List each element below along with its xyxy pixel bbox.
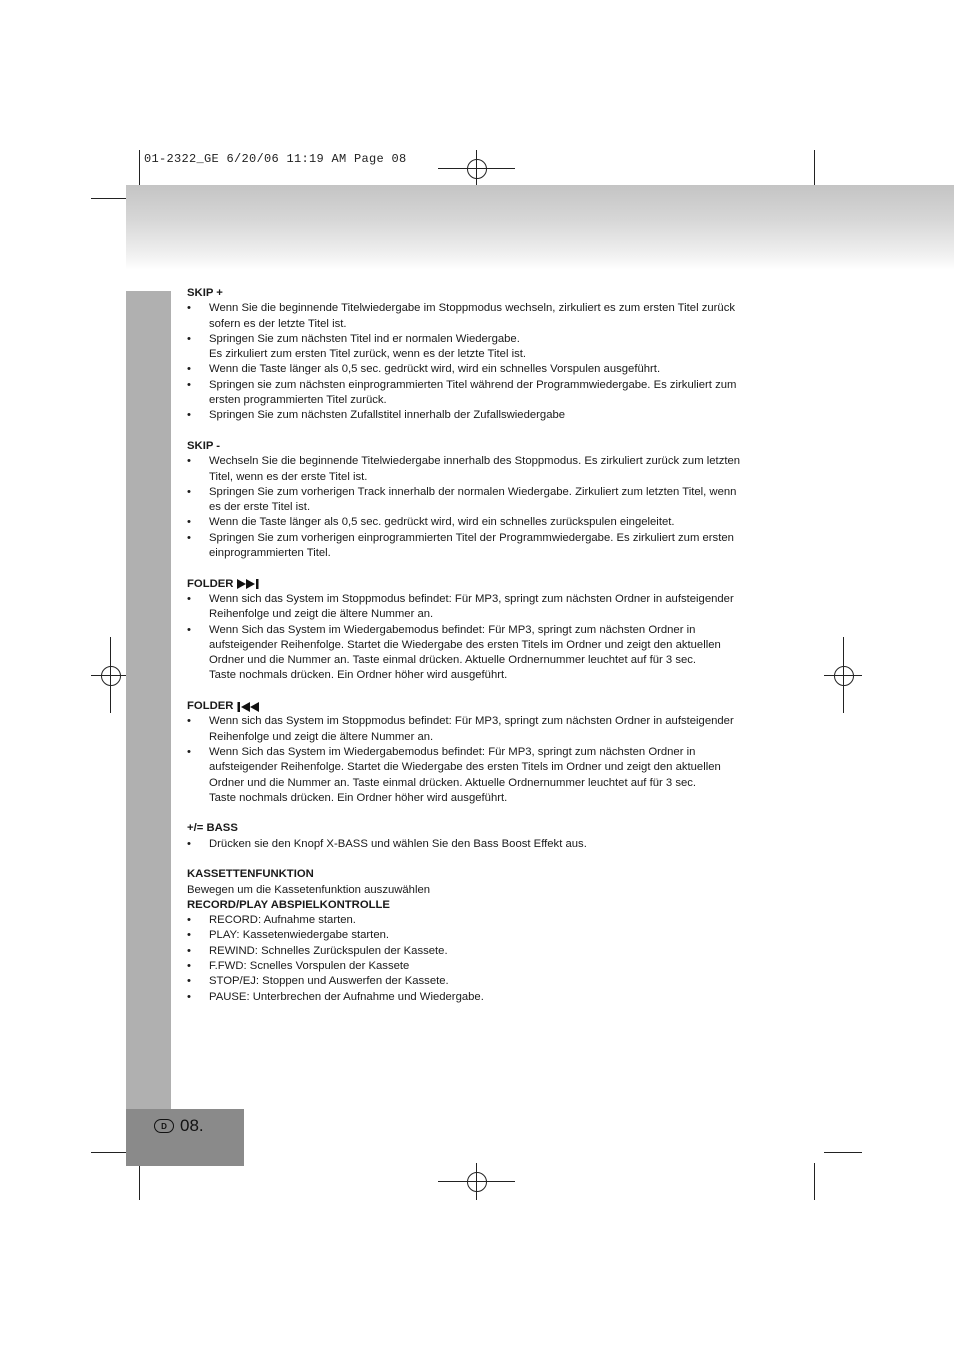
kassette-section (187, 867, 772, 1005)
section-heading (187, 286, 772, 301)
manual-content (187, 286, 772, 1020)
language-badge: D (154, 1119, 174, 1133)
crop-mark (91, 198, 129, 199)
section-heading-text: SKIP - (187, 439, 221, 452)
registration-mark (101, 666, 121, 686)
list-item-line: aufsteigender Reihenfolge. Startet die Wiedergabe des ersten Titels im Ordner und zeigt den aktuellen (209, 638, 721, 651)
section-heading-text: FOLDER (187, 577, 234, 590)
bullet-list (187, 301, 772, 423)
crop-mark (814, 150, 815, 187)
bullet-list (187, 714, 772, 806)
page-number-text: 08. (180, 1116, 204, 1135)
list-item: • F.FWD: Scnelles Vorspulen der Kassete (187, 959, 772, 974)
section-heading (187, 821, 772, 836)
bullet-list (187, 454, 772, 561)
page-number (154, 1116, 204, 1136)
side-bar (126, 291, 171, 1109)
kassette-subheading: RECORD/PLAY ABSPIELKONTROLLE (187, 898, 390, 911)
registration-mark (467, 1172, 487, 1192)
list-item: • STOP/EJ: Stoppen und Auswerfen der Kassete. (187, 974, 772, 989)
list-item (187, 837, 772, 852)
kassette-intro: Bewegen um die Kassetenfunktion auszuwählen (187, 883, 431, 896)
list-item: • PAUSE: Unterbrechen der Aufnahme und Wiedergabe. (187, 990, 772, 1005)
list-item-line: • Wenn sich das System im Stoppmodus befindet: Für MP3, springt zum nächsten Ordner in aufsteigender (209, 715, 734, 728)
list-item (187, 515, 772, 530)
crop-mark (91, 1152, 129, 1153)
list-item (187, 332, 772, 363)
skip-next-icon (237, 579, 261, 589)
list-item-line: Ordner und die Nummer an. Taste einmal drücken. Aktuelle Ordnernummer leuchtet auf für 3 sec. (209, 654, 697, 667)
list-item: • REWIND: Schnelles Zurückspulen der Kassete. (187, 944, 772, 959)
list-item-line: Ordner und die Nummer an. Taste einmal drücken. Aktuelle Ordnernummer leuchtet auf für 3 sec. (209, 776, 697, 789)
list-item-line: • Wenn Sich das System im Wiedergabemodus befindet: Für MP3, springt zum nächsten Ordner in (209, 623, 696, 636)
section (187, 286, 772, 424)
section-heading-text: SKIP + (187, 287, 223, 299)
list-item-line: Reihenfolge und zeigt die ältere Nummer an. (209, 608, 434, 621)
list-item (187, 531, 772, 562)
list-item (187, 745, 772, 806)
list-item (187, 301, 772, 332)
list-item (187, 408, 772, 423)
crop-mark (814, 1163, 815, 1200)
list-item-line: Taste nochmals drücken. Ein Ordner höher wird ausgeführt. (209, 669, 508, 682)
list-item (187, 362, 772, 377)
print-slug: 01-2322_GE 6/20/06 11:19 AM Page 08 (144, 152, 407, 166)
list-item-line: Titel, wenn es der erste Titel ist. (209, 470, 368, 483)
list-item-line: • Wenn die Taste länger als 0,5 sec. gedrückt wird, wird ein schnelles zurückspulen eingeleitet. (209, 516, 675, 529)
section-heading-text: FOLDER (187, 700, 234, 713)
list-item-line: Es zirkuliert zum ersten Titel zurück, wenn es der letzte Titel ist. (209, 348, 527, 361)
list-item (187, 485, 772, 516)
list-item-line: Reihenfolge und zeigt die ältere Nummer an. (209, 730, 434, 743)
section (187, 821, 772, 852)
list-item-line: • Wenn die Taste länger als 0,5 sec. gedrückt wird, wird ein schnelles Vorspulen ausgeführt. (209, 363, 661, 376)
list-item (187, 454, 772, 485)
crop-mark (139, 150, 140, 187)
list-item (187, 623, 772, 684)
skip-previous-icon (237, 702, 261, 712)
list-item-line: ersten programmierten Titel zurück. (209, 394, 387, 407)
list-item-line: • Springen Sie zum vorherigen einprogrammierten Titel der Programmwiedergabe. Es zirkuliert zum ersten (209, 531, 734, 544)
section (187, 699, 772, 806)
section-heading-text: +/= BASS (187, 822, 238, 835)
list-item-line: • Springen Sie zum nächsten Zufallstitel innerhalb der Zufallswiedergabe (209, 409, 566, 422)
section-heading (187, 577, 772, 592)
list-item (187, 592, 772, 623)
bullet-list (187, 592, 772, 684)
section (187, 577, 772, 684)
list-item-line: Taste nochmals drücken. Ein Ordner höher wird ausgeführt. (209, 791, 508, 804)
section-heading (187, 699, 772, 714)
registration-mark (467, 159, 487, 179)
section-heading (187, 439, 772, 454)
list-item-line: • Drücken sie den Knopf X-BASS und wählen Sie den Bass Boost Effekt aus. (209, 837, 587, 850)
list-item-line: einprogrammierten Titel. (209, 547, 331, 560)
crop-mark (824, 1152, 862, 1153)
bullet-list (187, 837, 772, 852)
list-item-line: • Wenn Sich das System im Wiedergabemodus befindet: Für MP3, springt zum nächsten Ordner in (209, 745, 696, 758)
list-item-line: • Wenn Sie die beginnende Titelwiedergabe im Stoppmodus wechseln, zirkuliert es zum ersten Titel zurück (209, 302, 735, 315)
kassette-heading: KASSETTENFUNKTION (187, 868, 314, 881)
list-item-line: • Springen Sie zum nächsten Titel ind er normalen Wiedergabe. (209, 332, 520, 345)
list-item (187, 714, 772, 745)
registration-mark (834, 666, 854, 686)
list-item-line: sofern es der letzte Titel ist. (209, 317, 347, 330)
list-item: • PLAY: Kassetenwiedergabe starten. (187, 928, 772, 943)
list-item-line: aufsteigender Reihenfolge. Startet die Wiedergabe des ersten Titels im Ordner und zeigt den aktuellen (209, 761, 721, 774)
list-item: • RECORD: Aufnahme starten. (187, 913, 772, 928)
list-item-line: es der erste Titel ist. (209, 501, 311, 514)
section (187, 439, 772, 561)
crop-mark (139, 1163, 140, 1200)
list-item-line: • Springen sie zum nächsten einprogrammierten Titel während der Programmwiedergabe. Es zirkuliert zum (209, 378, 737, 391)
list-item-line: • Springen Sie zum vorherigen Track innerhalb der normalen Wiedergabe. Zirkuliert zum letzten Titel, wenn (209, 485, 737, 498)
list-item-line: • Wenn sich das System im Stoppmodus befindet: Für MP3, springt zum nächsten Ordner in aufsteigender (209, 592, 734, 605)
header-band (126, 185, 954, 270)
list-item-line: • Wechseln Sie die beginnende Titelwiedergabe innerhalb des Stoppmodus. Es zirkuliert zurück zum letzten (209, 455, 741, 468)
bullet-list (187, 913, 772, 1005)
list-item (187, 378, 772, 409)
